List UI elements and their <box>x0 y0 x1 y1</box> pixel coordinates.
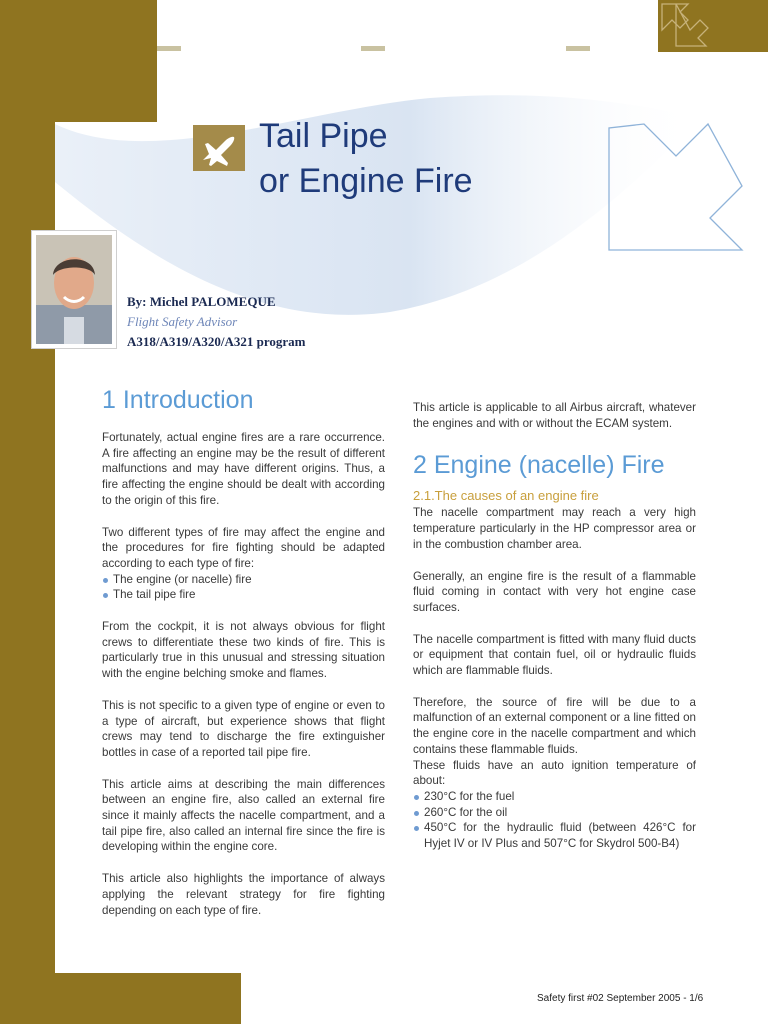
paragraph: The nacelle compartment is fitted with many fluid ducts or equipment that contain fuel, oil or hydraulic fluids which are flammable fluids. <box>413 632 696 678</box>
paragraph: Two different types of fire may affect the engine and the procedures for fire fighting should be adapted according to each type of fire: <box>102 525 385 570</box>
section-2-1-subheading: 2.1.The causes of an engine fire <box>413 488 599 504</box>
author-portrait <box>36 235 112 344</box>
list-item: 230°C for the fuel <box>413 789 696 805</box>
paragraph: From the cockpit, it is not always obvious for flight crews to differentiate these two kinds of fire. This is particularly true in this unusual and stressing situation with the engine belching smoke and flames. <box>102 620 385 681</box>
list-item: The tail pipe fire <box>102 587 385 603</box>
title-line-1: Tail Pipe <box>259 117 388 155</box>
paragraph: Generally, an engine fire is the result of a flammable fluid coming in contact with very hot engine case surfaces. <box>413 569 696 614</box>
author-photo <box>31 230 117 349</box>
ignition-temperature-list <box>413 789 696 852</box>
section-1-heading: 1 Introduction <box>102 386 254 414</box>
paragraph: This article also highlights the importance of always applying the relevant strategy for fire fighting depending on each type of fire. <box>102 872 385 917</box>
author-program: A318/A319/A320/A321 program <box>127 334 306 349</box>
section-2-heading: 2 Engine (nacelle) Fire <box>413 451 665 480</box>
paragraph: This article aims at describing the main differences between an engine fire, also called an external fire since it mainly affects the nacelle compartment, and a tail pipe fire, also called an internal fire since the fire is developing within the engine core. <box>102 777 385 854</box>
author-block <box>127 292 306 352</box>
left-column <box>102 380 385 934</box>
airplane-icon-box <box>193 125 245 171</box>
fire-types-list <box>102 572 385 603</box>
paragraph: The nacelle compartment may reach a very high temperature particularly in the HP compressor area or in the combustion chamber area. <box>413 506 696 551</box>
article-title <box>259 114 473 204</box>
paragraph: This is not specific to a given type of engine or even to a type of aircraft, but experience shows that flight crews may tend to discharge the fire extinguisher bottles in case of a reported tail pipe fire. <box>102 698 385 759</box>
airplane-icon <box>199 130 239 166</box>
diagonal-arrow-icon <box>606 122 746 254</box>
list-item: The engine (or nacelle) fire <box>102 572 385 588</box>
right-column <box>413 400 696 868</box>
list-item: 450°C for the hydraulic fluid (between 426°C for Hyjet IV or IV Plus and 507°C for Skydrol 500-B4) <box>413 820 696 851</box>
title-line-2: or Engine Fire <box>259 162 473 200</box>
bottom-gold-band <box>0 973 241 1024</box>
author-role: Flight Safety Advisor <box>127 314 238 329</box>
paragraph: Therefore, the source of fire will be due to a malfunction of an external component or a line fitted on the engine core in the nacelle compartment and which contains these flammable fluids. <box>413 695 696 756</box>
paragraph: This article is applicable to all Airbus aircraft, whatever the engines and with or without the ECAM system. <box>413 401 696 430</box>
page-footer: Safety first #02 September 2005 - 1/6 <box>537 993 704 1004</box>
paragraph: Fortunately, actual engine fires are a rare occurrence. A fire affecting an engine may be the result of different malfunctions and may have different origins. Thus, a fire affecting the engine should be dealt with according to the origin of this fire. <box>102 431 385 507</box>
list-item: 260°C for the oil <box>413 805 696 821</box>
paragraph: These fluids have an auto ignition temperature of about: <box>413 758 696 788</box>
author-name: By: Michel PALOMEQUE <box>127 294 276 309</box>
